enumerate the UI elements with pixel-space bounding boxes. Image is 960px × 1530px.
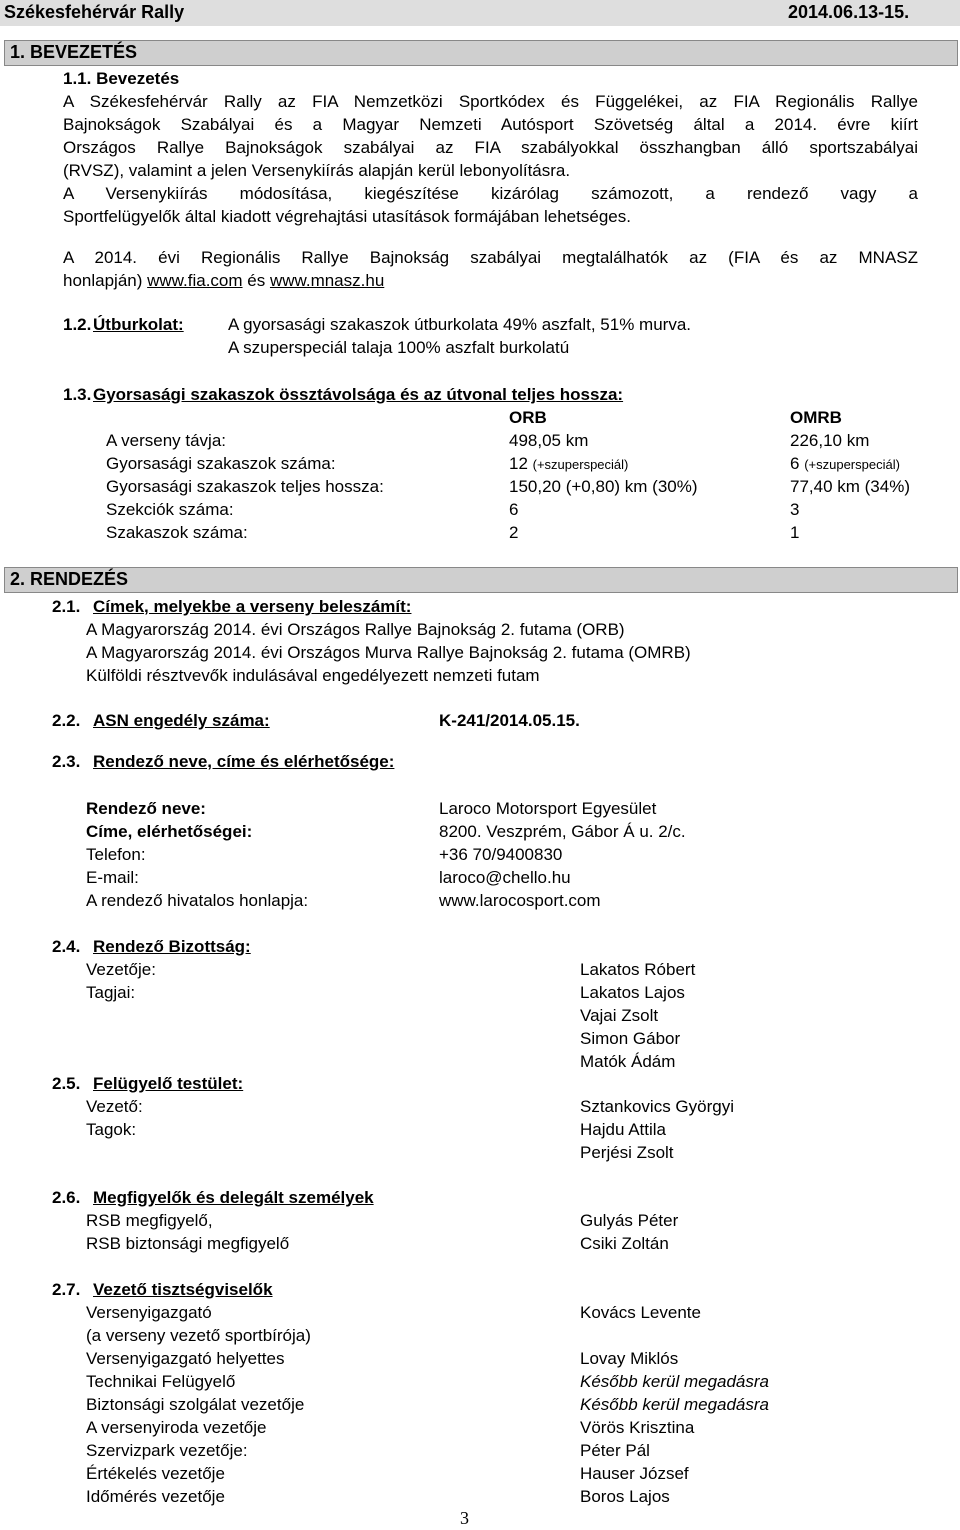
organizer-email[interactable]: laroco@chello.hu [439,868,571,887]
rules-text: honlapján) [63,271,148,290]
observer-label: RSB biztonsági megfigyelő [86,1234,290,1253]
table-row-label: Szakaszok száma: [106,523,248,542]
intro-line: A Székesfehérvár Rally az FIA Nemzetközi Sportkódex és Függelékei, az FIA Regionális Rallye [63,92,918,111]
table-row-label: Gyorsasági szakaszok száma: [106,454,336,473]
official-name: Kovács Levente [580,1303,701,1322]
official-name: Hauser József [580,1464,689,1483]
table-cell-orb: 150,20 (+0,80) km (30%) [509,477,698,496]
organizer-label: E-mail: [86,868,139,887]
subsection-2-1-title: Címek, melyekbe a verseny beleszámít: [93,597,412,616]
page-number: 3 [460,1508,469,1528]
rules-conjunction: és [242,271,270,290]
subsection-2-1-number: 2.1. [52,597,81,616]
table-row-label: A verseny távja: [106,431,227,450]
intro-line: Bajnokságok Szabályai és a Magyar Nemzeti Autósport Szövetség által a 2014. évre kiírt [63,115,918,134]
section-2-bar [4,567,958,593]
header-title: Székesfehérvár Rally [4,2,185,22]
subsection-2-6-title: Megfigyelők és delegált személyek [93,1188,374,1207]
organizer-label: Címe, elérhetőségei: [86,822,253,841]
subsection-2-2-number: 2.2. [52,711,81,730]
organizer-label: Rendező neve: [86,799,206,818]
championship-line: A Magyarország 2014. évi Országos Rallye Bajnokság 2. futama (ORB) [86,620,625,639]
table-cell-orb: 6 [509,500,519,519]
subsection-1-2-label: Útburkolat: [93,315,184,334]
subsection-1-3-number: 1.3. [63,385,92,404]
modification-line: Sportfelügyelők által kiadott végrehajtási utasítások formájában lehetséges. [63,207,631,226]
table-row-label: Gyorsasági szakaszok teljes hossza: [106,477,384,496]
official-name: Később kerül megadásra [580,1395,770,1414]
table-cell-omrb: 3 [790,500,800,519]
intro-line: (RVSZ), valamint a jelen Versenykiírás alapján kerül lebonyolításra. [63,161,571,180]
rules-links-line [63,271,384,291]
official-name: Később kerül megadásra [580,1372,770,1391]
committee-leader-label: Vezetője: [86,960,156,979]
subsection-1-1-title: 1.1. Bevezetés [63,69,180,88]
intro-line: Országos Rallye Bajnokságok szabályai az FIA szabályokkal összhangban álló sportszabályai [63,138,918,157]
header-date: 2014.06.13-15. [788,2,910,22]
stewards-leader-label: Vezető: [86,1097,143,1116]
mnasz-link[interactable]: www.mnasz.hu [269,271,385,290]
official-role: Versenyigazgató helyettes [86,1349,285,1368]
section-1-title: 1. BEVEZETÉS [10,42,138,62]
road-surface-line: A szuperspeciál talaja 100% aszfalt burkolatú [228,338,570,357]
committee-members-label: Tagjai: [86,983,136,1002]
organizer-value: 8200. Veszprém, Gábor Á u. 2/c. [439,822,686,841]
subsection-2-4-number: 2.4. [52,937,81,956]
official-role: Technikai Felügyelő [86,1372,236,1391]
fia-link[interactable]: www.fia.com [147,271,243,290]
official-role: (a verseny vezető sportbírója) [86,1326,311,1345]
steward-name: Hajdu Attila [580,1120,666,1139]
subsection-2-7-number: 2.7. [52,1280,81,1299]
table-cell-orb: 2 [509,523,519,542]
subsection-1-3-title: Gyorsasági szakaszok össztávolsága és az útvonal teljes hossza: [93,385,624,404]
rules-line: A 2014. évi Regionális Rallye Bajnokság szabályai megtalálhatók az (FIA és az MNASZ [63,248,918,267]
section-1-bar [4,40,958,66]
organizer-label: A rendező hivatalos honlapja: [86,891,309,910]
official-role: Értékelés vezetője [86,1464,225,1483]
organizer-label: Telefon: [86,845,146,864]
subsection-2-5-number: 2.5. [52,1074,81,1093]
table-header-omrb: OMRB [790,408,842,427]
table-cell-omrb: 77,40 km (34%) [790,477,910,496]
table-cell-omrb [790,454,900,475]
organizer-value: +36 70/9400830 [439,845,563,864]
subsection-2-3-title: Rendező neve, címe és elérhetősége: [93,752,395,771]
committee-name: Vajai Zsolt [580,1006,659,1025]
committee-name: Simon Gábor [580,1029,681,1048]
subsection-1-2-number: 1.2. [63,315,92,334]
official-name: Boros Lajos [580,1487,670,1506]
subsection-2-6-number: 2.6. [52,1188,81,1207]
committee-name: Lakatos Lajos [580,983,685,1002]
table-header-orb: ORB [509,408,547,427]
subsection-2-7-title: Vezető tisztségviselők [93,1280,273,1299]
subsection-2-5-title: Felügyelő testület: [93,1074,244,1093]
stewards-members-label: Tagok: [86,1120,137,1139]
subsection-2-4-title: Rendező Bizottság: [93,937,251,956]
subsection-2-2-title: ASN engedély száma: [93,711,270,730]
omrb-count: 6 [790,454,805,473]
official-role: Versenyigazgató [86,1303,212,1322]
official-role: Biztonsági szolgálat vezetője [86,1395,305,1414]
organizer-website[interactable]: www.larocosport.com [439,891,601,910]
section-2-title: 2. RENDEZÉS [10,569,129,589]
official-role: A versenyiroda vezetője [86,1418,267,1437]
table-cell-omrb: 226,10 km [790,431,870,450]
table-row-label: Szekciók száma: [106,500,234,519]
organizer-value: Laroco Motorsport Egyesület [439,799,657,818]
asn-permit-number: K-241/2014.05.15. [439,711,580,730]
orb-note: (+szuperspeciál) [532,457,629,472]
modification-line: A Versenykiírás módosítása, kiegészítése kizárólag számozott, a rendező vagy a [63,184,918,203]
orb-count: 12 [509,454,533,473]
observer-label: RSB megfigyelő, [86,1211,213,1230]
steward-name: Perjési Zsolt [580,1143,674,1162]
championship-line: Külföldi résztvevők indulásával engedélyezett nemzeti futam [86,666,540,685]
table-cell-orb [509,454,628,475]
official-role: Szervizpark vezetője: [86,1441,248,1460]
road-surface-line: A gyorsasági szakaszok útburkolata 49% aszfalt, 51% murva. [228,315,692,334]
observer-name: Csiki Zoltán [580,1234,669,1253]
official-name: Péter Pál [580,1441,650,1460]
steward-name: Sztankovics Györgyi [580,1097,734,1116]
championship-line: A Magyarország 2014. évi Országos Murva Rallye Bajnokság 2. futama (OMRB) [86,643,691,662]
official-role: Időmérés vezetője [86,1487,225,1506]
observer-name: Gulyás Péter [580,1211,679,1230]
official-name: Vörös Krisztina [580,1418,695,1437]
table-cell-omrb: 1 [790,523,800,542]
table-cell-orb: 498,05 km [509,431,589,450]
committee-name: Matók Ádám [580,1052,676,1071]
committee-name: Lakatos Róbert [580,960,696,979]
omrb-note: (+szuperspeciál) [804,457,900,472]
subsection-2-3-number: 2.3. [52,752,81,771]
official-name: Lovay Miklós [580,1349,679,1368]
